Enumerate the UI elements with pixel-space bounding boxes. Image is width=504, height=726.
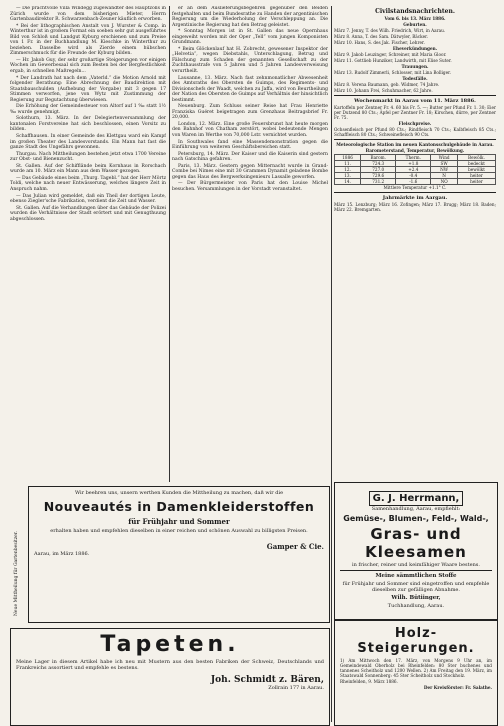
ad-body: erhalten haben und empfehlen dieselben in einer reichen und schönen Auswahl zu billigsten Preisen. bbox=[50, 528, 308, 534]
news-paragraph: Thurgau. Nach Mittheilungen bestehen jetzt etwa 1700 Vereine zur Obst- und Bienenzucht. bbox=[10, 151, 166, 163]
ad-title: Nouveautés in Damenkleiderstoffen bbox=[43, 499, 315, 514]
section-eheverk: Eheverkündungen. bbox=[392, 46, 438, 51]
table-cell: N bbox=[431, 173, 458, 179]
news-paragraph: — Der Bürgermeister von Paris hat den Louise Michel besuchen. Versammlungen in der Vorstadt veranstaltet. bbox=[172, 181, 328, 192]
news-paragraph: London, 12. März. Eine große Feuersbrunst hat heute morgen den Bahnhof von Chatham zerstört, wobei bedeutende Mengen von Waren im Werthe von 70,000 Lstr. vernichtet wurden. bbox=[172, 121, 328, 139]
ad-kamm-place: Tuchhandlung, Aarau. bbox=[387, 603, 445, 609]
news-paragraph: * Sonntag Morgen ist in St. Gallen das neue Opernhaus eingeweiht worden mit der Oper „Tell“ vom jungen Komponisten Grundmann. bbox=[172, 29, 328, 46]
table-cell: 14. bbox=[335, 179, 361, 185]
ad-title: G. J. Herrmann, bbox=[369, 491, 464, 506]
news-paragraph: er an dem Auslieferungsbegehren gegenüber den Beiden festgehalten und beim Bundesrathe zu Handen der argentinischen Regierung um die Wiederholung der Verschleppung an. Die Argentinische Regierung hat den Betrag geleistet. bbox=[172, 6, 328, 28]
ad-signature: Der Kreisförster: Fr. Salathe. bbox=[423, 685, 492, 690]
ad-kamm-title: Meine sämmtlichen Stoffe bbox=[375, 573, 457, 579]
weather-header-cell: Wind bbox=[431, 155, 458, 161]
ad-title: Holz-Steigerungen. bbox=[357, 626, 475, 656]
civil-subtitle: Vom 6. bis 13. März 1886. bbox=[384, 16, 446, 21]
news-paragraph: * Beim Glöckenlauf hat H. Zobrecht, gewesener Inspektor der „Helvetia“, wegen Diebstahls, Unterschlagung, Betrug und Fälschung zum Schaden der genannten Gesellschaft zu der Zuchthausstrafe von 5 Jahren und 5 Jahren Landesverweisung verurtheilt. bbox=[172, 46, 328, 75]
divider bbox=[340, 570, 492, 571]
table-cell: bedeckt bbox=[457, 161, 495, 167]
news-paragraph: Neuenburg. Zum Schluss seiner Reise hat Frau Henriette Franziska Guéret beigetragen zum Grenzhaus Beitragsbrief Fr. 20,000. bbox=[172, 104, 328, 121]
entry: März 8. Verena Baumann, geb. Widmer, 74 Jahre. bbox=[334, 82, 440, 87]
column-1 bbox=[10, 6, 166, 482]
entry: März 11. Gottlieb Hunziker, Landwirth, mit Elise Suter. bbox=[334, 58, 452, 63]
table-cell: 727.0 bbox=[361, 167, 396, 173]
ad-place: Rheinfelden, 9. März 1886. bbox=[340, 679, 398, 684]
table-cell: -1.6 bbox=[396, 179, 431, 185]
civil-title: Civilstandsnachrichten. bbox=[375, 8, 455, 15]
ad-footer: in frischer, reiner und keimfähiger Waare bestens. bbox=[352, 562, 480, 568]
weather-header-cell: 1886 bbox=[335, 155, 361, 161]
news-paragraph: St. Gallen. Auf die Verhandlungen über das Gebäude der Polizei wurden die Verhältnisse der Stadt erörtert und mit Genugthuung abgeschlossen. bbox=[10, 205, 166, 222]
meat-title: Fleischpreise. bbox=[398, 121, 432, 126]
meat-text: Ochsenfleisch per Pfund 80 Cts.; Rindfleisch 70 Cts.; Kalbfleisch 85 Cts.; Schaffleisch 80 Cts.; Schweinefleisch 90 Cts. bbox=[334, 127, 496, 137]
ad-signature: Joh. Schmidt z. Bären, bbox=[210, 675, 324, 685]
ad-line: Gemüse-, Blumen-, Feld-, Wald-, bbox=[343, 514, 489, 523]
section-geburten: Geburten. bbox=[403, 22, 427, 27]
weather-header-cell: Bewölk. bbox=[457, 155, 495, 161]
table-cell: NO bbox=[431, 179, 458, 185]
side-note: Neue Mittheilung für Gartenbesitzer. bbox=[14, 531, 19, 616]
entry: März 10. Johann Frei, Schuhmacher, 62 Jahre. bbox=[334, 88, 433, 93]
table-cell: +1.8 bbox=[396, 161, 431, 167]
news-paragraph: Lausanne, 13. März. Nach fast zehnmonatlicher Abwesenheit des Amtsraths des Obersten de Guimps, des Regiments- und Divisionschefs der Waadt, welchen zu Jaffa, wird von Beurtheilung der Nation des Obersten de Guimps auf Verhältnis der hinsichtlich bestimmt. bbox=[172, 75, 328, 103]
news-paragraph: * Bei der lithographischen Anstalt von J. Wurster & Comp. in Winterthur ist in großem Format ein soeben sehr gut ausgeführtes Bild von Schloß und Landgut Kyburg erschienen und zum Preise von 1 Fr. in der Buchhandlung M. Kieschke in Winterthur zu beziehen. Dasselbe wird als Zierde einem hübschen Zimmerschmuck für die Freunde der Kyburg bilden. bbox=[10, 23, 166, 57]
ad-signature: Gamper & Cie. bbox=[266, 542, 324, 551]
weather-subtitle: Barometerstand, Temperatur, Bewölkung. bbox=[365, 148, 465, 153]
weather-note: Mittlere Temperatur +1.1° C. bbox=[383, 185, 447, 190]
fair-title: Jahrmärkte im Aargau. bbox=[382, 195, 448, 201]
column-2 bbox=[172, 6, 328, 482]
table-cell: 11. bbox=[335, 161, 361, 167]
section-trauungen: Trauungen. bbox=[401, 64, 429, 69]
table-cell: 724.3 bbox=[361, 161, 396, 167]
table-cell: 13. bbox=[335, 173, 361, 179]
table-cell: NW bbox=[431, 167, 458, 173]
ad-title: Tapeten. bbox=[100, 632, 240, 657]
ad-intro: Wir beehren uns, unsern werthen Kunden die Mittheilung zu machen, daß wir die bbox=[74, 490, 284, 496]
entry: März 8. Anna, T. des Sam. Dätwyler, Bäcker. bbox=[334, 34, 429, 39]
divider bbox=[334, 192, 496, 193]
table-cell: bewölkt bbox=[457, 167, 495, 173]
table-cell: 731.2 bbox=[361, 179, 396, 185]
newspaper-page bbox=[10, 6, 496, 722]
market-title: Wochenmarkt in Aarau vom 11. März 1886. bbox=[354, 98, 476, 104]
news-paragraph: Paris, 13. März. Gestern gegen Mitternacht wurde in Grand-Combe bei Nimes eine mit 30 Grammen Dynamit geladene Bombe gegen das Haus des Bergwerksingenieurs Lassalle geworfen. bbox=[172, 163, 328, 180]
entry: März 13. Rudolf Zimmerli, Schlosser, mit Lina Bolliger. bbox=[334, 70, 451, 75]
news-paragraph: — Das Julian wird gemeldet, daß ein Theil der dortigen Leute, ebenso Ziegler'sche Fabrikation, verdient die Zeit und Wasser. bbox=[10, 193, 166, 205]
ad-subtitle: für Frühjahr und Sommer bbox=[128, 517, 230, 526]
weather-table bbox=[334, 154, 496, 185]
news-paragraph: — Das Gebäude eines beim „Thurg. Tagebl.“ hat der Herr Mörtz Toldi, welche nach neuer Entwässerung, welches längere Zeit in Anspruch nahm. bbox=[10, 175, 166, 192]
ad-nouveautes bbox=[28, 486, 330, 623]
weather-header-cell: Therm. bbox=[396, 155, 431, 161]
entry: März 7. Jenny, T. des Wilh. Friedrich, Wirt, in Aarau. bbox=[334, 28, 446, 33]
ad-tapeten bbox=[10, 628, 330, 726]
market-text: Kartoffeln per Zentner Fr. 4. 60 bis Fr. 5. —; Butter per Pfund Fr. 1. 30; Eier per Dutzend 80 Cts.; Äpfel per Zentner Fr. 18; Kirschen, dürre, per Zentner Fr. 75. bbox=[334, 105, 496, 120]
table-cell: +2.4 bbox=[396, 167, 431, 173]
ad-body: 1) Am Mittwoch den 17. März, von Morgens 9 Uhr an, im Gemeindewald Oberholz bei Rheinfelden: 80 Ster buchenes und tannenes Scheitholz und 1200 Wellen. 2) Am Freitag den 19. März, im Staatswald Sonnenberg: 45 Ster Scheitholz und Stockholz. bbox=[340, 658, 492, 678]
table-row bbox=[335, 179, 496, 185]
fair-text: März 15. Lenzburg; März 16. Zofingen; März 17. Brugg; März 18. Baden; März 22. Bremgarten. bbox=[334, 202, 496, 212]
news-paragraph: Schaffhausen. In einer Gemeinde des Klettgau ward ein Kampf im großen Theater des Landesvorstands. Ein Mann hat fast die ganze Stadt des Ungefährs gewonnen. bbox=[10, 134, 166, 151]
weather-title: Meteorologische Station im neuen Kantonsschulgebäude in Aarau. bbox=[336, 142, 494, 147]
news-paragraph: — Die prachtvolle Villa Windegg zugewandter des Hauptzolls in Zürich wurde von dem bisherigen Mieter, Herrn Gartenbaudirektor R. Schwarzenbach-Zeuner käuflich erworben. bbox=[10, 6, 166, 23]
ad-body: Meine Lager in diesem Artikel habe ich neu mit Mustern aus den besten Fabriken der Schweiz, Deutschlands und Frankreichs assortiert und empfehle es bestens. bbox=[16, 659, 324, 671]
column-divider bbox=[169, 6, 170, 482]
weather-header-cell: Barom. bbox=[361, 155, 396, 161]
table-cell: SW bbox=[431, 161, 458, 167]
column-divider bbox=[331, 6, 332, 722]
ad-kamm-signature: Wilh. Bütiinger, bbox=[391, 595, 441, 601]
ad-kamm-body: für Frühjahr und Sommer sind eingetroffen und empfehle dieselben zur gefälligen Abnahme. bbox=[342, 581, 490, 593]
ad-headline: Gras- und Kleesamen bbox=[365, 525, 467, 561]
table-cell: heiter bbox=[457, 173, 495, 179]
news-paragraph: — Hr. Jakob Guy, der sehr großartige Steigerungen vor einigen Wochen im Gewerbesaal sich zum Besten bei der Bergfestlichkeit ergab, in schnellen Maßregeln... bbox=[10, 57, 166, 75]
news-paragraph: Petersburg, 14. März. Der Kaiser und die Kaiserin sind gestern nach Gatschina gefahren. bbox=[172, 151, 328, 163]
ad-holz bbox=[334, 620, 498, 726]
news-paragraph: Die Erhöhung der Gemeindesteuer von Altorf auf 1 ‰ statt 1½ ‰ wurde genehmigt. bbox=[10, 104, 166, 115]
table-cell: 729.6 bbox=[361, 173, 396, 179]
ad-subtitle: Samenhandlung, Aarau, empfiehlt: bbox=[371, 506, 461, 512]
divider bbox=[334, 95, 496, 96]
divider bbox=[334, 139, 496, 140]
entry: März 9. Jakob Leuzinger, Schreiner, mit Maria Gloor. bbox=[334, 52, 447, 57]
table-cell: 12. bbox=[335, 167, 361, 173]
ad-place: Aarau, im März 1886. bbox=[34, 551, 90, 557]
ad-herrmann bbox=[334, 482, 498, 620]
news-paragraph: Solothurn, 13. März. In der Delegiertenversammlung der kantonalen Forstvereine hat sich beschlossen, einen Vorsitz zu bilden. bbox=[10, 116, 166, 133]
section-todesfaelle: Todesfälle. bbox=[402, 76, 428, 81]
table-cell: heiter bbox=[457, 179, 495, 185]
entry: März 10. Hans, S. des Jak. Fischer, Lehrer. bbox=[334, 40, 425, 45]
news-paragraph: * Der Landrath hat nach dem „Vaterld.“ die Motion Arnold mit folgender Berathung: Eine Abrechnung der Baudirektion mit Staatsbauschulden (Aufhebung der Vorgabe) mit 3 gegen 17 Stimmen verworfen, jene von Wytz mit Zustimmung der Regierung zur Begutachtung überwiesen. bbox=[10, 75, 166, 103]
news-paragraph: In Southwales fand eine Massendemonstration gegen die Einführung von weiteren Geschäftsbereichen statt. bbox=[172, 139, 328, 151]
ad-place: Zollrain 177 in Aarau. bbox=[268, 685, 324, 691]
table-cell: -0.4 bbox=[396, 173, 431, 179]
news-paragraph: St. Gallen. Auf der Schifflände beim Kornhaus in Rorschach wurde am 10. März ein Mann aus dem Wasser gezogen. bbox=[10, 163, 166, 175]
